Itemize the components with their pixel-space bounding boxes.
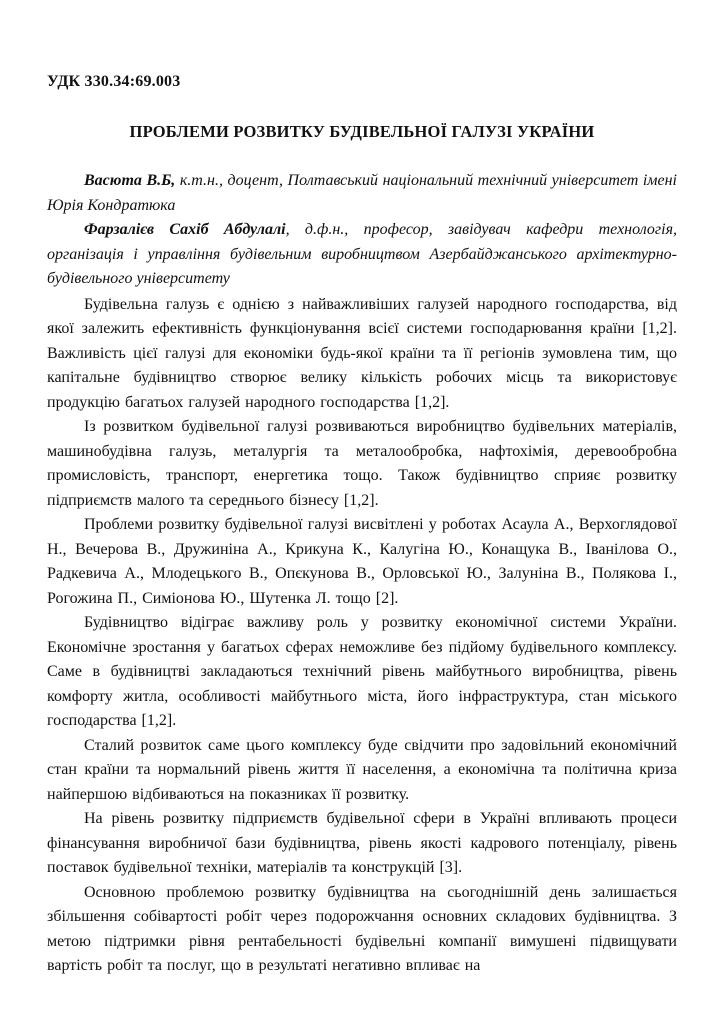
author-block-2: [47, 218, 677, 292]
author-block-1: [47, 169, 677, 218]
paragraph-7: Основною проблемою розвитку будівництва на сьогоднішній день залишається збільшення собівартості робіт через подорожчання основних складових будівництва. З метою підтримки рівня рентабельності будівельні компанії вимушені підвищувати вартість робіт та послуг, що в результаті негативно впливає на: [47, 883, 677, 974]
paragraph-3: Проблеми розвитку будівельної галузі висвітлені у роботах Асаула А., Верхоглядової Н., Вечерова В., Дружиніна А., Крикуна К., Калугіна Ю., Конащука В., Іванілова О., Радкевича А., Млодецького В., Опєкунова В., Орловської Ю., Залуніна В., Полякова І., Рогожина П., Симіонова Ю., Шутенка Л. тощо [2].: [47, 516, 677, 607]
paragraph-4: Будівництво відіграє важливу роль у розвитку економічної системи України. Економічне зростання у багатьох сферах неможливе без підйому будівельного комплексу. Саме в будівництві закладаються технічний рівень майбутнього виробництва, рівень комфорту житла, особливості майбутнього міста, його інфраструктура, стан міського господарства [1,2].: [47, 614, 677, 729]
paragraph-2: Із розвитком будівельної галузі розвиваються виробництво будівельних матеріалів, машинобудівна галузь, металургія та металообробка, нафтохімія, деревообробна промисловість, транспорт, енергетика тощо. Також будівництво сприяє розвитку підприємств малого та середнього бізнесу [1,2].: [47, 418, 677, 509]
udc-code: УДК 330.34:69.003: [47, 73, 181, 90]
author-name-2: Фарзалієв Сахіб Абдулалі: [84, 221, 286, 238]
paragraph-5: Сталий розвиток саме цього комплексу буде свідчити про задовільний економічний стан країни та нормальний рівень життя її населення, а економічна та політична криза найпершою відбиваються на показниках її розвитку.: [47, 736, 677, 803]
paragraph-1: Будівельна галузь є однією з найважливіших галузей народного господарства, від якої залежить ефективність функціонування всієї системи господарювання країни [1,2]. Важливість цієї галузі для економіки будь-якої країни та її регіонів зумовлена тим, що капітальне будівництво створює велику кількість робочих місць та використовує продукцію багатьох галузей народного господарства [1,2].: [47, 295, 677, 411]
paragraph-6: На рівень розвитку підприємств будівельної сфери в Україні впливають процеси фінансування виробничої бази будівництва, рівень якості кадрового потенціалу, рівень поставок будівельної техніки, матеріалів та конструкцій [3].: [47, 810, 677, 876]
author-affiliation-1: к.т.н., доцент, Полтавський національний технічний університет імені Юрія Кондратюка: [47, 172, 677, 214]
paper-title: ПРОБЛЕМИ РОЗВИТКУ БУДІВЕЛЬНОЇ ГАЛУЗІ УКРАЇНИ: [129, 121, 595, 141]
author-affiliation-2: , д.ф.н., професор, завідувач кафедри технологія, організація і управління будівельним виробництвом Азербайджанського архітектурно-будівельного університету: [47, 221, 677, 287]
author-name-1: Васюта В.Б,: [84, 172, 176, 189]
article-body: [47, 293, 677, 979]
